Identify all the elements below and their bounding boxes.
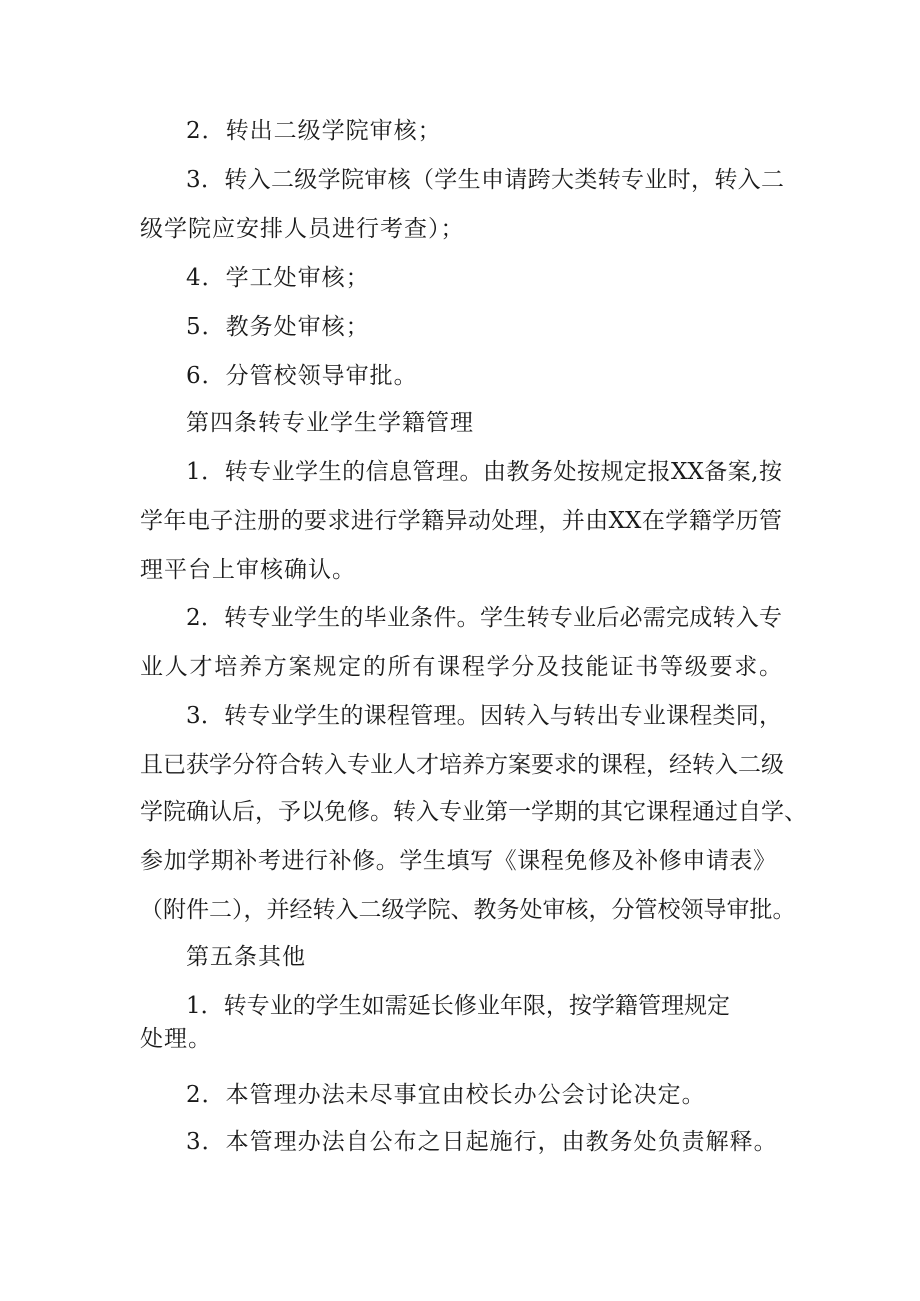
article-4-item-1-line-1: 1．转专业学生的信息管理。由教务处按规定报XX备案,按: [186, 459, 782, 485]
article-5-heading: 第五条其他: [186, 944, 306, 970]
article-5-item-1-line-2: 处理。: [140, 1026, 212, 1052]
step-4-line: 4．学工处审核；: [186, 265, 370, 291]
article-5-item-1-line-1: 1．转专业的学生如需延长修业年限，按学籍管理规定: [186, 993, 730, 1019]
step-3-line-2: 级学院应安排人员进行考查）；: [140, 216, 465, 242]
step-2-line: 2．转出二级学院审核；: [186, 118, 442, 144]
step-5-line: 5．教务处审核；: [186, 314, 370, 340]
article-4-item-2-line-1: 2．转专业学生的毕业条件。学生转专业后必需完成转入专: [186, 605, 782, 631]
article-4-item-3-line-4: 参加学期补考进行补修。学生填写《课程免修及补修申请表》: [140, 848, 776, 874]
article-4-item-1-line-2: 学年电子注册的要求进行学籍异动处理，并由XX在学籍学历管: [140, 508, 782, 534]
step-3-line-1: 3．转入二级学院审核（学生申请跨大类转专业时，转入二: [186, 167, 784, 193]
article-5-item-2-line: 2．本管理办法未尽事宜由校长办公会讨论决定。: [186, 1082, 706, 1108]
article-4-item-2-line-2: 业人才培养方案规定的所有课程学分及技能证书等级要求。: [140, 654, 782, 680]
article-5-item-3-line: 3．本管理办法自公布之日起施行，由教务处负责解释。: [186, 1129, 778, 1155]
article-4-heading: 第四条转专业学生学籍管理: [186, 410, 474, 436]
article-4-item-3-line-3: 学院确认后，予以免修。转入专业第一学期的其它课程通过自学、: [140, 799, 807, 825]
step-6-line: 6．分管校领导审批。: [186, 363, 418, 389]
article-4-item-3-line-2: 且已获学分符合转入专业人才培养方案要求的课程，经转入二级: [140, 752, 784, 778]
article-4-item-3-line-1: 3．转专业学生的课程管理。因转入与转出专业课程类同，: [186, 703, 782, 729]
article-4-item-3-line-5: （附件二），并经转入二级学院、教务处审核，分管校领导审批。: [140, 897, 796, 923]
article-4-item-1-line-3: 理平台上审核确认。: [140, 557, 356, 583]
